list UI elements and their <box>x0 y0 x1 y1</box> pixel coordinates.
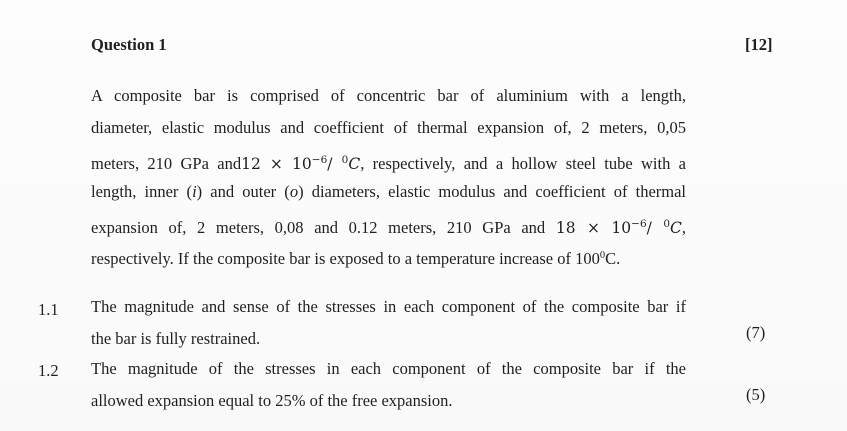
question-total-marks: [12] <box>745 35 773 54</box>
thermal-coefficient-aluminium: $12 \times 10^{-6}/$ $^0$C <box>241 154 361 173</box>
subquestion-number-1-1: 1.1 <box>38 300 59 319</box>
thermal-coefficient-steel: $18 \times 10^{-6}/$ $^0$C <box>555 218 682 237</box>
subquestion-number-1-2: 1.2 <box>38 361 59 380</box>
subquestion-1-1-line-1: The magnitude and sense of the stresses in each component of the composite bar if <box>91 297 686 316</box>
intro-line-3-text-a: meters, 210 GPa and <box>91 154 242 173</box>
inner-symbol: i <box>192 182 197 201</box>
subquestion-1-2-marks: (5) <box>746 385 766 404</box>
subquestion-1-2-line-1: The magnitude of the stresses in each component of the composite bar if the <box>91 359 686 378</box>
intro-line-3-text-e: , respectively, and a hollow steel tube with a <box>360 154 686 173</box>
outer-symbol: o <box>289 182 299 201</box>
subquestion-1-1-line-2: the bar is fully restrained. <box>91 329 261 348</box>
intro-line-4: length, inner (i) and outer (o) diameters, elastic modulus and coefficient of thermal <box>91 182 687 201</box>
intro-line-3 <box>91 150 686 174</box>
intro-line-6: respectively. If the composite bar is exposed to a temperature increase of $100^0C$. <box>91 249 621 268</box>
subquestion-1-2-line-2: allowed expansion equal to 25% of the free expansion. <box>91 391 453 410</box>
intro-line-2: diameter, elastic modulus and coefficient of thermal expansion of, 2 meters, 0,05 <box>91 118 686 137</box>
intro-line-5: expansion of, 2 meters, 0,08 and 0.12 meters, 210 GPa and $18 \times 10^{-6}/$ $^0$C, <box>91 218 686 237</box>
question-title: Question 1 <box>91 35 167 54</box>
subquestion-1-1-marks: (7) <box>746 323 766 342</box>
intro-line-1: A composite bar is comprised of concentric bar of aluminium with a length, <box>91 86 686 105</box>
